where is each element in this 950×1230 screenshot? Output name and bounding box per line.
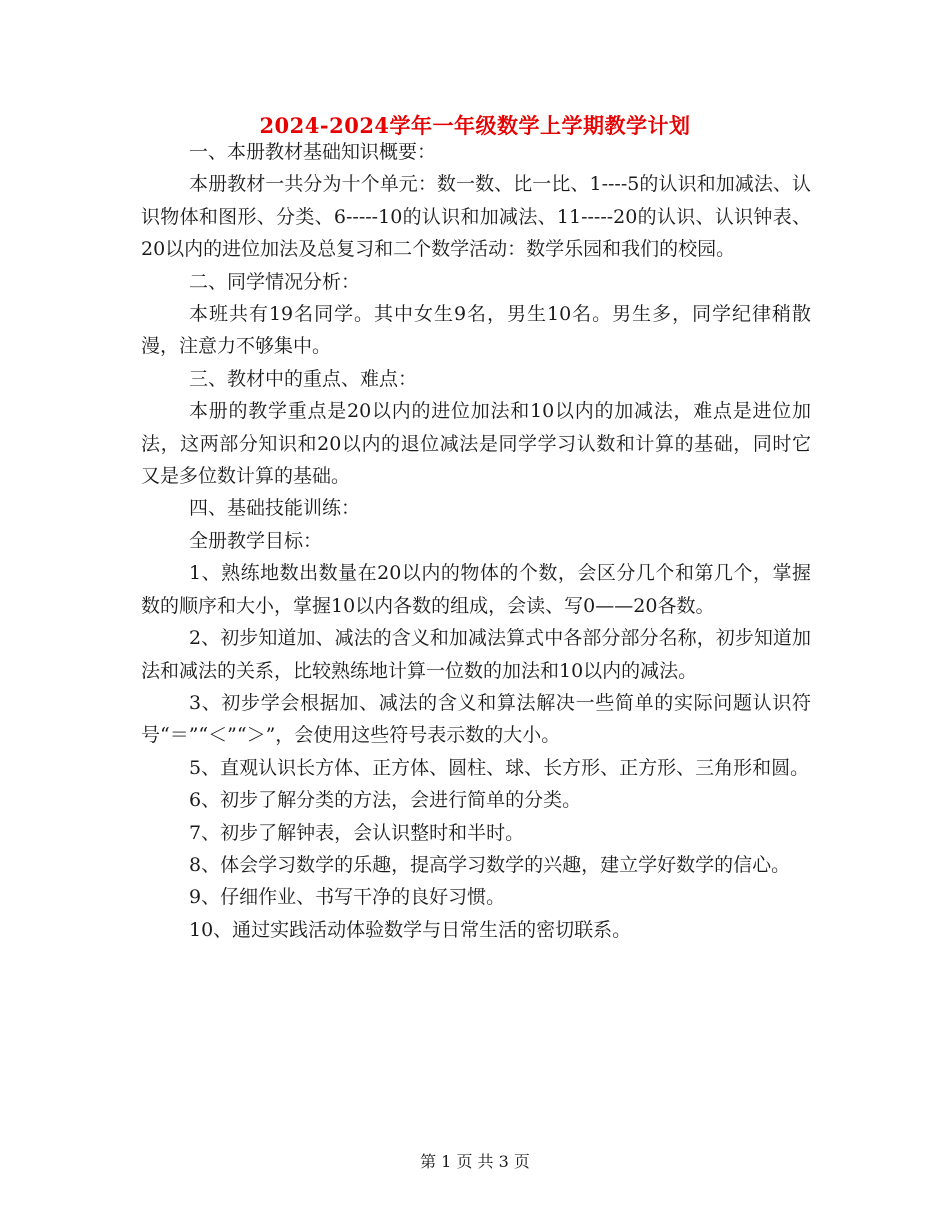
goal-item-8: 8、体会学习数学的乐趣，提高学习数学的兴趣，建立学好数学的信心。 [189,853,791,876]
goal-item-1: 1、熟练地数出数量在20以内的物体的个数，会区分几个和第几个，掌握数的顺序和大小，掌握10以内各数的组成，会读、写0——20各数。 [141,562,811,617]
paragraph-key-points: 本册的教学重点是20以内的进位加法和10以内的加减法，难点是进位加法，这两部分知识和20以内的退位减法是同学学习认数和计算的基础，同时它又是多位数计算的基础。 [141,400,811,488]
goal-item-5: 5、直观认识长方体、正方体、圆柱、球、长方形、正方形、三角形和圆。 [189,756,810,779]
goal-item-9: 9、仔细作业、书写干净的良好习惯。 [189,886,506,909]
paragraph-units: 本册教材一共分为十个单元：数一数、比一比、1----5的认识和加减法、认识物体和图形、分类、6-----10的认识和加减法、11-----20的认识、认识钟表、20以内的进位加法及总复习和二个数学活动：数学乐园和我们的校园。 [141,173,811,261]
goal-item-10: 10、通过实践活动体验数学与日常生活的密切联系。 [189,918,632,941]
document-body [141,136,811,946]
document-title: 2024-2024学年一年级数学上学期教学计划 [259,113,691,138]
section-heading-students: 二、同学情况分析： [189,270,361,293]
paragraph-students: 本班共有19名同学。其中女生9名，男生10名。男生多，同学纪律稍散漫，注意力不够集中。 [141,303,811,358]
goal-item-3: 3、初步学会根据加、减法的含义和算法解决一些简单的实际问题认识符号“＝”“＜”“＞”，会使用这些符号表示数的大小。 [141,691,811,747]
page-footer: 第 1 页 共 3 页 [420,1152,530,1171]
section-heading-overview: 一、本册教材基础知识概要： [189,141,437,163]
subheading-goals: 全册教学目标： [189,529,323,552]
section-heading-key-points: 三、教材中的重点、难点： [189,367,418,390]
goal-item-7: 7、初步了解钟表，会认识整时和半时。 [189,821,525,844]
goal-item-6: 6、初步了解分类的方法，会进行简单的分类。 [189,789,582,812]
section-heading-skills: 四、基础技能训练： [189,497,361,520]
goal-item-2: 2、初步知道加、减法的含义和加减法算式中各部分部分名称，初步知道加法和减法的关系，比较熟练地计算一位数的加法和10以内的减法。 [141,627,811,682]
